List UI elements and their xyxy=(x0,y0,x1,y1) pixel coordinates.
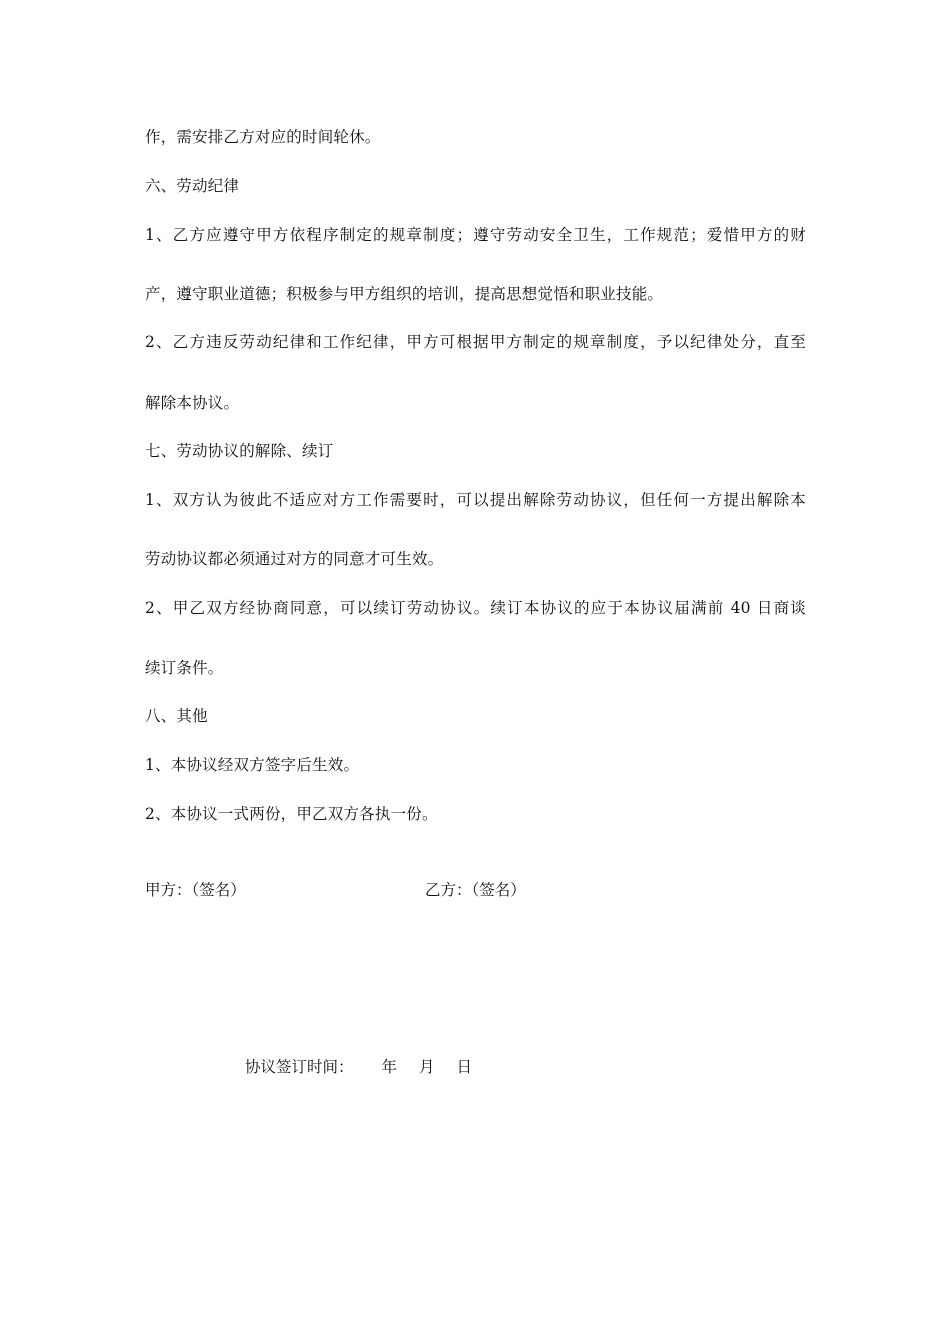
paragraph-line: 1、本协议经双方签字后生效。 xyxy=(145,756,360,774)
month-label: 月 xyxy=(419,1058,435,1076)
paragraph-line: 1、乙方应遵守甲方依程序制定的规章制度；遵守劳动安全卫生，工作规范；爱惜甲方的财 xyxy=(145,226,806,244)
paragraph-line: 续订条件。 xyxy=(145,659,224,677)
party-a-signature: 甲方：（签名） xyxy=(145,881,246,899)
paragraph-line: 解除本协议。 xyxy=(145,394,240,412)
paragraph-line: 2、本协议一式两份，甲乙双方各执一份。 xyxy=(145,805,438,823)
paragraph-line: 2、甲乙双方经协商同意，可以续订劳动协议。续订本协议的应于本协议届满前 40 日商谈 xyxy=(145,599,806,617)
year-label: 年 xyxy=(381,1058,398,1076)
signing-date-row xyxy=(245,1057,472,1077)
party-b-signature: 乙方：（签名） xyxy=(425,881,526,899)
section-heading: 六、劳动纪律 xyxy=(145,177,240,195)
signing-date-label: 协议签订时间： xyxy=(245,1058,354,1076)
paragraph-line: 1、双方认为彼此不适应对方工作需要时，可以提出解除劳动协议，但任何一方提出解除本 xyxy=(145,491,806,509)
day-label: 日 xyxy=(456,1058,473,1076)
paragraph-line: 2、乙方违反劳动纪律和工作纪律，甲方可根据甲方制定的规章制度，予以纪律处分，直至 xyxy=(145,333,806,351)
section-heading: 七、劳动协议的解除、续订 xyxy=(145,442,334,460)
paragraph-line: 产，遵守职业道德；积极参与甲方组织的培训，提高思想觉悟和职业技能。 xyxy=(145,285,664,303)
section-heading: 八、其他 xyxy=(145,707,208,725)
paragraph-line: 作，需安排乙方对应的时间轮休。 xyxy=(145,128,381,146)
paragraph-line: 劳动协议都必须通过对方的同意才可生效。 xyxy=(145,550,444,568)
